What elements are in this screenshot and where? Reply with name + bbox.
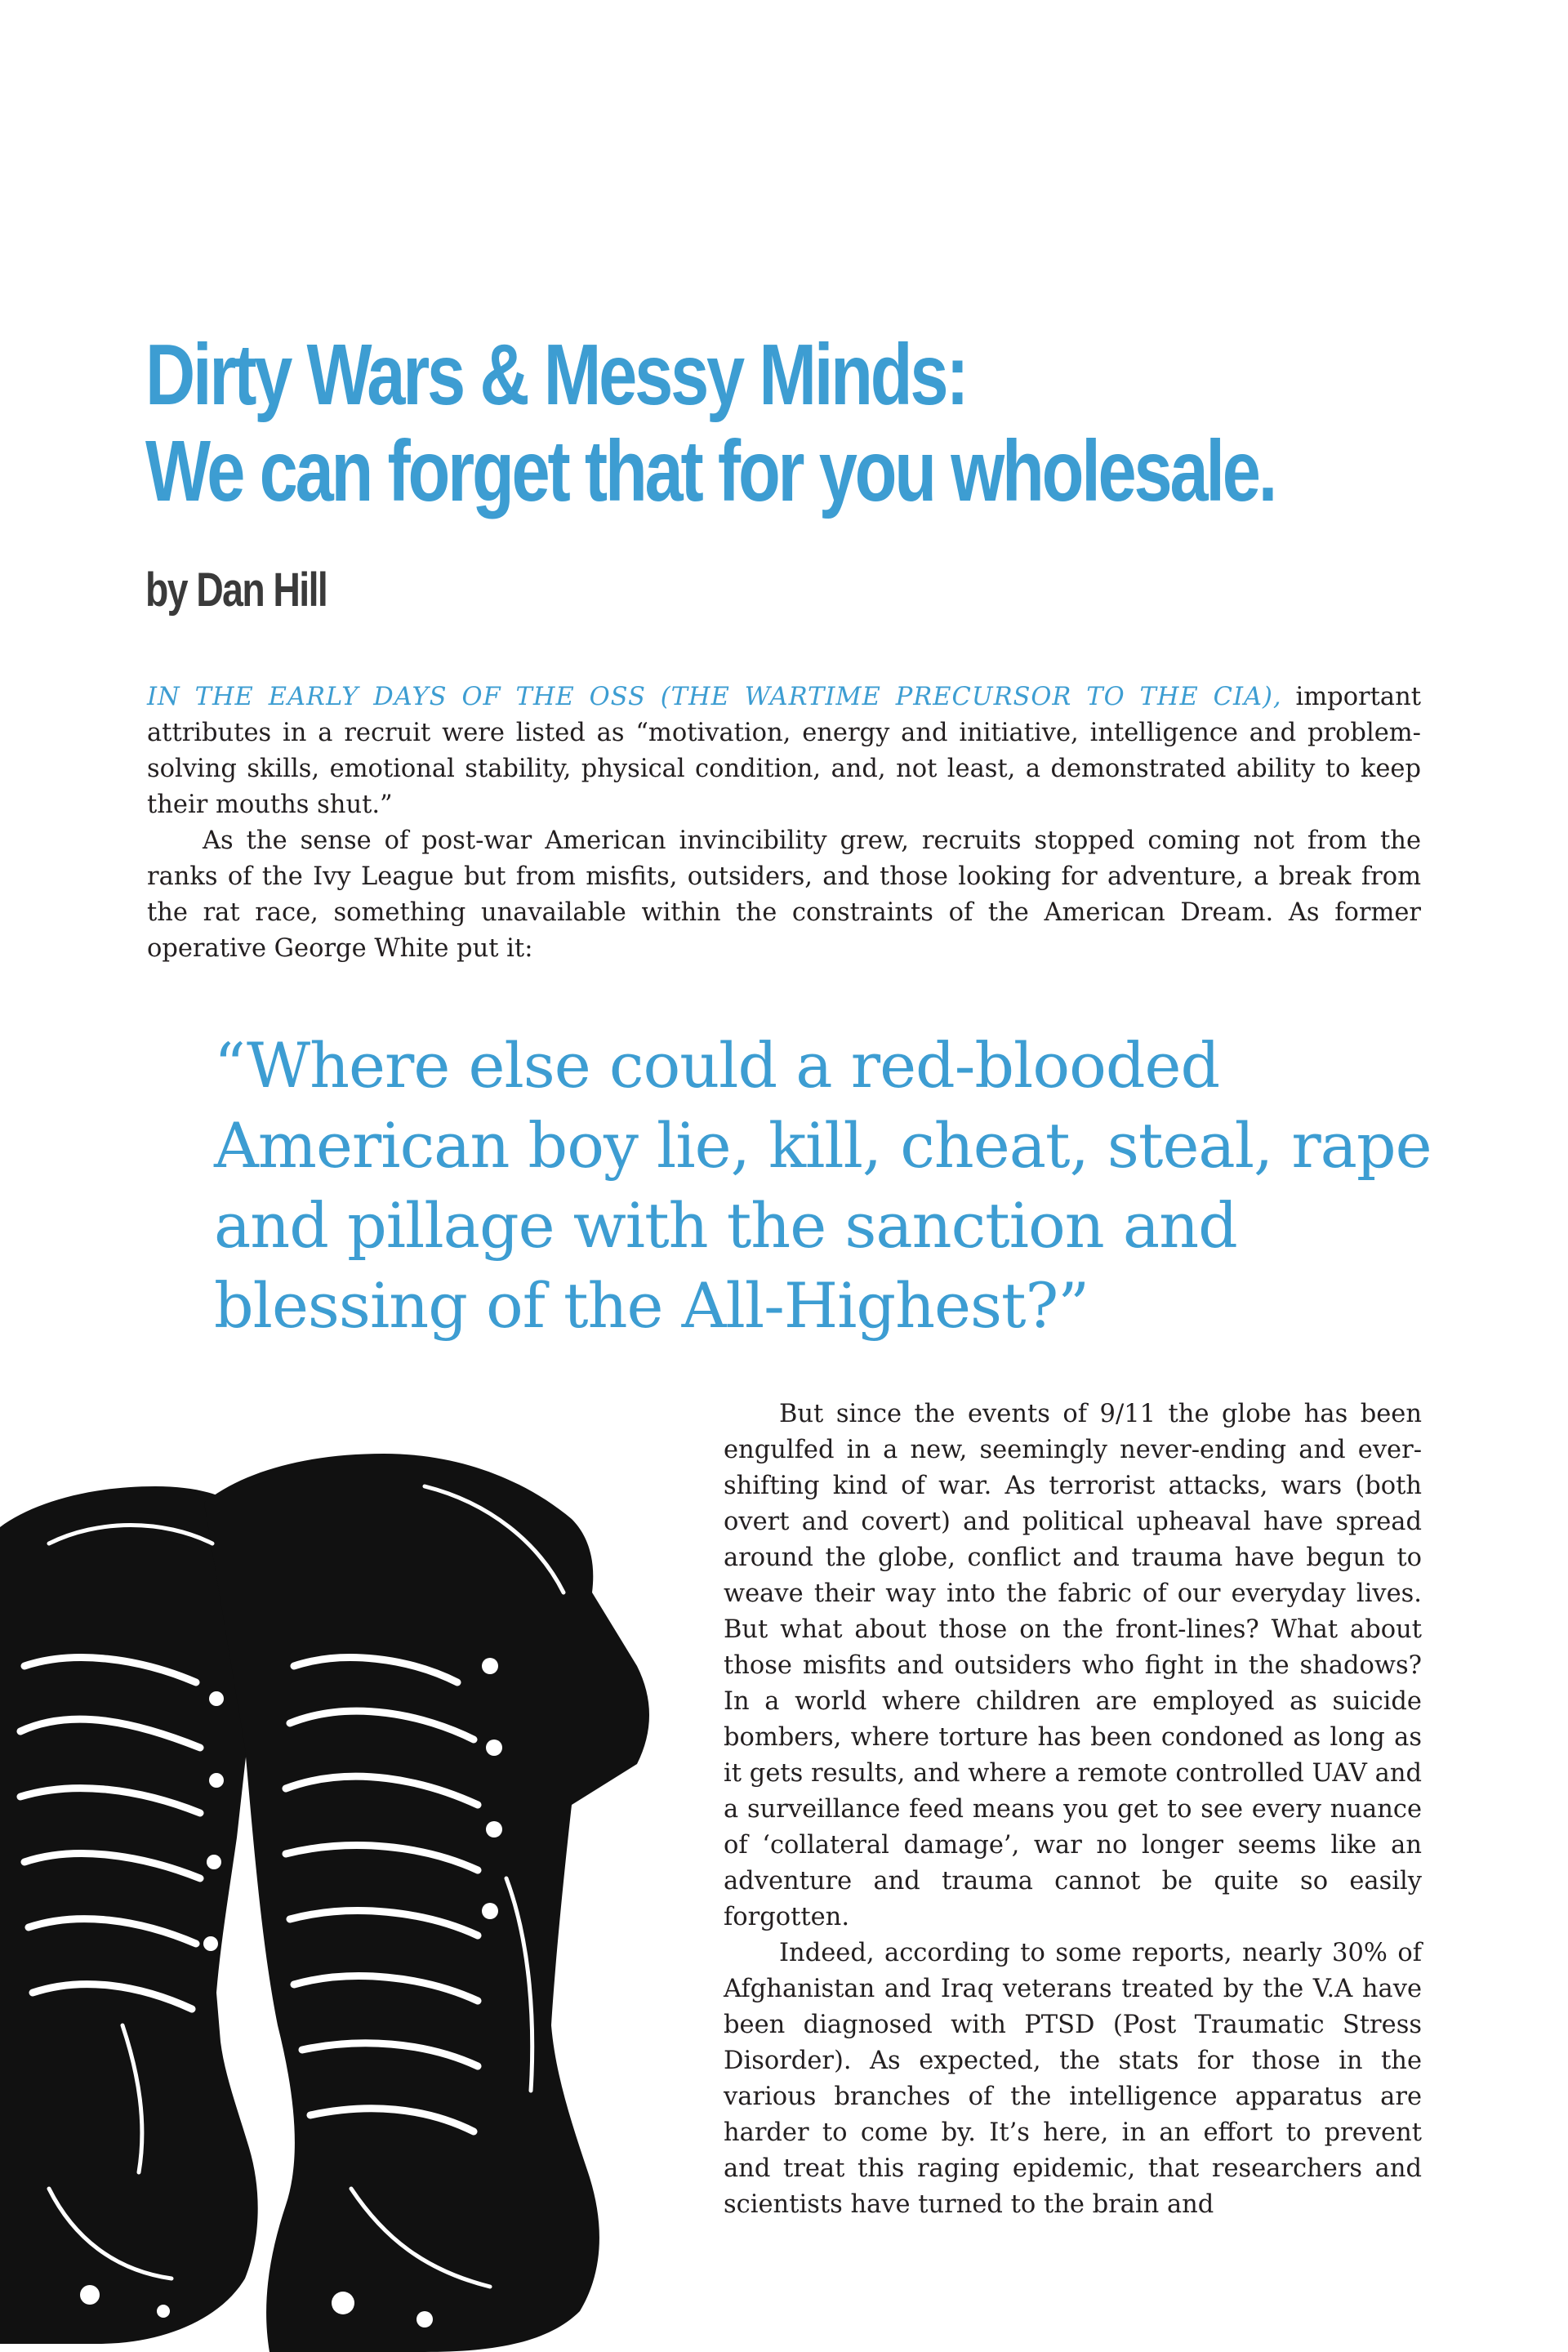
intro-lead: IN THE EARLY DAYS OF THE OSS (THE WARTIME PRECURSOR TO THE CIA), (147, 683, 1282, 711)
body-paragraph-1: But since the events of 9/11 the globe has been engulfed in a new, seemingly never-ending and ever-shifting kind of war. As terrorist attacks, wars (both overt and covert) and political upheaval have spread around the globe, conflict and trauma have begun to weave their way into the fabric of our everyday lives. But what about those on the front-lines? What about those misfits and outsiders who fight in the shadows? In a world where children are employed as suicide bombers, where torture has been condoned as long as it gets results, and where a remote controlled UAV and a surveillance feed means you get to see every nuance of ‘collateral damage’, war no longer seems like an adventure and trauma cannot be quite so easily forgotten. (724, 1400, 1422, 1931)
title-line-2: We can forget that for you wholesale. (145, 423, 1276, 519)
body-paragraph-2: Indeed, according to some reports, nearly 30% of Afghanistan and Iraq veterans treated by the V.A have been diagnosed with PTSD (Post Traumatic Stress Disorder). As expected, the stats for those in the various branches of the intelligence apparatus are harder to come by. It’s here, in an effort to prevent and treat this raging epidemic, that researchers and scientists have turned to the brain and (724, 1939, 1422, 2219)
intro-paragraph-1-text: important attributes in a recruit were listed as “motivation, energy and initiative, intelligence and problem-solving skills, emotional stability, physical condition, and, not least, a demonstrated ability to keep their mouths shut.” (147, 683, 1421, 819)
intro-paragraph-1 (147, 679, 1421, 823)
intro-paragraph-2: As the sense of post-war American invincibility grew, recruits stopped coming not from the ranks of the Ivy League but from misfits, outsiders, and those looking for adventure, a break from the rat race, something unavailable within the constraints of the American Dream. As former operative George White put it: (147, 826, 1421, 963)
body-column (724, 1396, 1422, 2223)
article-title (145, 327, 1276, 519)
intro-section (147, 679, 1421, 967)
pull-quote: “Where else could a red-blooded American boy lie, kill, cheat, steal, rape and pillage with the sanction and blessing of the All-Highest?” (214, 1029, 1432, 1342)
title-line-1: Dirty Wars & Messy Minds: (145, 327, 967, 423)
military-boots-icon (0, 1454, 670, 2352)
byline: by Dan Hill (145, 564, 327, 617)
